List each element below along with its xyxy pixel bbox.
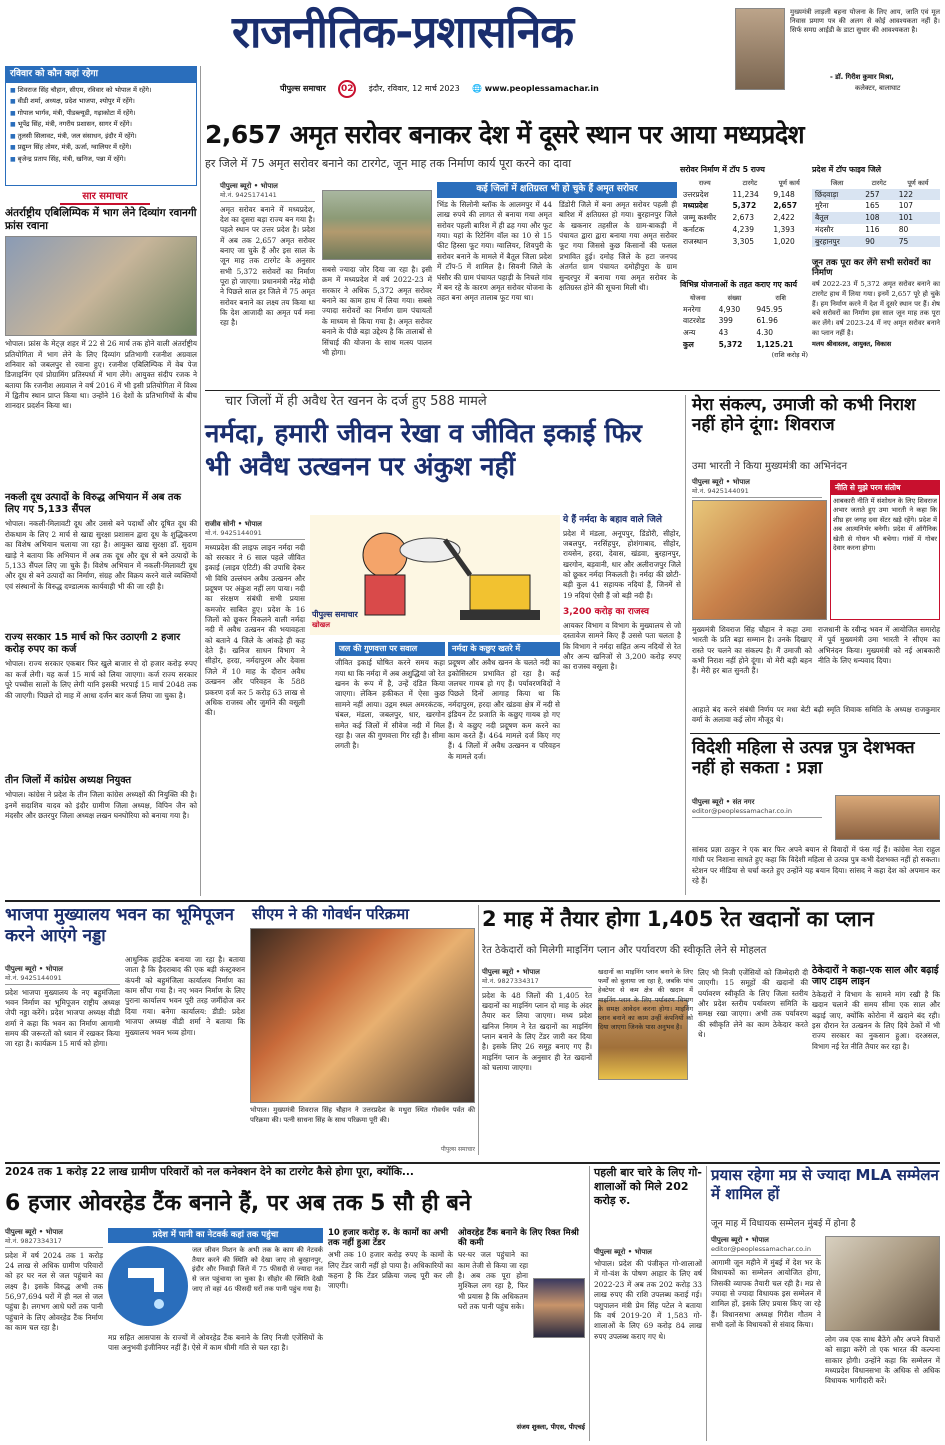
narmada-col-2 [335,642,445,902]
shivraj-body-2: राजधानी के रवीन्द्र भवन में आयोजित समारोह में पूर्व मुख्यमंत्री उमा भारती ने सीएम का अभिनंदन किया। मुख्यमंत्री को नई आबकारी नीति के लिए धन्यवाद दिया। [818,625,940,666]
story-body: मध्यप्रदेश की लाइफ लाइन नर्मदा नदी को सरकार ने 6 साल पहले जीवित इकाई (लाइव एंटिटी) की उपाधि देकर भी विधि उल्लंघन अवैध उत्खनन और प्रदूषण पर अंकुश नहीं लग पाया। नदी का संरक्षण संबंधी सभी प्रयास कमजोर साबित हुए। प्रदेश के 16 जिलों को छूकर निकलने वाली नर्मदा नदी में अवैध उत्खनन की भयावहता को बताने 4 जिले के आंकड़े ही कह देते हैं। खनिज साधन विभाग ने सीहोर, हरदा, नर्मदापुरम और देवास जिले में 10 माह के दौरान अवैध उत्खनन और परिवहन के 588 प्रकरण दर्ज कर 5 करोड़ 63 लाख से अधिक राजस्व और जुर्माने की वसूली की। [205,542,305,718]
collector-quote-box [735,8,940,96]
table-row: मुरैना 165 107 [815,201,914,211]
photo-caption: संजय शुक्ला, पीएस, पीएचई [516,1423,585,1431]
quote-text: मुख्यमंत्री लाड़ली बहना योजना के लिए आय, जाति एवं मूल निवास प्रमाण पत्र की अलग से कोई आवश्यकता नहीं है। सिर्फ समग्र आईडी के डाटा सुधार की आवश्यकता है। [790,8,940,35]
pragya-body: सांसद प्रज्ञा ठाकुर ने एक बार फिर अपने बयान से विवादों में फंस गई हैं। कांग्रेस नेता राहुल गांधी पर निशाना साधते हुए कहा कि विदेशी महिला से उत्पन्न पुत्र कभी देशभक्त नहीं हो सकता। स्टेशन पर मीडिया से चर्चा करते हुए उन्होंने यह बयान दिया। सांसद ने कहा देश को अपमान कर रहे हैं। [692,845,940,886]
narmada-col-1 [205,520,305,900]
story-body: भोपाल। फ्रांस के मेट्ज़ शहर में 22 से 26 मार्च तक होने वाली अंतर्राष्ट्रीय प्रतियोगिता में भाग लेने के लिए दिव्यांग प्रतिभागी रजनीश अग्रवाल शनिवार को जबलपुर से रवाना हुए। रजनीश एबिलिम्पिक में वेब पेज डिजाइनिंग एवं प्रोग्रामिंग प्रतिस्पर्धा में भाग लेंगे। आयुक्त संदीप रजक ने बताया कि रजनीश अग्रवाल ने वर्ष 2016 में भी इसी प्रतियोगिता में विश्व में द्वितीय स्थान प्राप्त किया था। उन्होंने 16 देशों के प्रतिभागियों के बीच शानदार प्रदर्शन किया था। [5,339,197,411]
lead-col-1 [220,182,315,382]
sunday-list [6,83,196,170]
bjp-col-1 [5,965,120,1165]
byline: पीपुल्स ब्यूरो • भोपाल [692,478,750,486]
shivraj-uma-photo [692,500,827,620]
list-item: ■ वीडी शर्मा, अध्यक्ष, प्रदेश भाजपा, श्योपुर में रहेंगे। [10,97,192,106]
water-kicker: 2024 तक 1 करोड़ 22 लाख ग्रामीण परिवारों को नल कनेक्शन देने का टारगेट कैसे होगा पूरा, क्योंकि... [5,1166,414,1178]
collector-photo [735,8,785,90]
table-title: विभिन्न योजनाओं के तहत कराए गए कार्य [680,280,797,289]
schemes-table [680,280,808,395]
lead-subhead: हर जिले में 75 अमृत सरोवर बनाने का टारगेट, जून माह तक निर्माण कार्य पूरा करने का दावा [205,157,572,170]
list-item: ■ गोपाल भार्गव, मंत्री, पीडब्ल्यूडी, गढ़ाकोटा में रहेंगे। [10,109,192,118]
water-col-3 [328,1228,453,1440]
table-row: वाटरशेड 399 61.96 [683,316,778,326]
byline-mobile: मो.नं. 9425144091 [205,529,305,539]
sidebar-title: नीति से मुझे परम संतोष [831,481,939,495]
narmada-headline: नर्मदा, हमारी जीवन रेखा व जीवित इकाई फिर भी अवैध उत्खनन पर अंकुश नहीं [205,419,642,482]
sunday-schedule-box [5,66,197,186]
water-col-1 [5,1228,103,1440]
table-row: बुरहानपुर 90 75 [812,236,940,248]
shivraj-body-1: मुख्यमंत्री शिवराज सिंह चौहान ने कहा उमा भारती के प्रति बड़ा सम्मान है। उनके दिखाए रास्ते पर चलने का संकल्प है। मैं उमाजी को कभी निराश नहीं होने दूंगा। वो मेरी बड़ी बहन हैं। मेरी हर बात सुनती हैं। [692,625,812,676]
box-body: जल जीवन मिशन के अभी तक के काम की नेटवर्क तैयार करने की स्थिति को देखा जाए तो बुरहानपुर, इंदौर और निवाड़ी जिले में 75 फीसदी से ज्यादा नल से जल पहुंचाया जा चुका है। सीहोर की स्थिति देखी जाए तो वहां 46 फीसदी घरों तक पानी पहुंच गया है। [192,1246,323,1293]
reservoir-photo [322,190,432,260]
box-body-2: मप्र सहित आसपास के राज्यों में ओवरहेड टैंक बनाने के लिए निजी एजेंसियों के पास अनुभवी इंजीनियर नहीं हैं। ऐसे में काम धीमी गति से चल रहा है। [108,1333,323,1353]
cartoon [310,515,560,635]
byline-mobile: मो.नं. 9827334317 [5,1237,103,1247]
lead-col-3 [437,182,677,382]
table-row: कुल 5,372 1,125.21 [683,339,794,349]
table-header-row: जिला टारगेट पूर्ण कार्य [830,179,929,188]
sand-subhead: रेत ठेकेदारों को मिलेगी माइनिंग प्लान और पर्यावरण की स्वीकृति लेने से मोहलत [482,945,767,956]
byline: पीपुल्स ब्यूरो • भोपाल [711,1236,769,1244]
top5-states-table [680,165,808,280]
box-title: प्रदेश में पानी का नेटवर्क कहां तक पहुंचा [108,1228,323,1243]
byline: पीपुल्स ब्यूरो • भोपाल [594,1248,652,1256]
table-row: मध्यप्रदेश 5,372 2,657 [683,201,798,211]
june-target-box [812,258,940,383]
lead-col-2: सबसे ज्यादा जोर दिया जा रहा है। इसी क्रम में मध्यप्रदेश में वर्ष 2022-23 में सरकार ने अधिक 5,372 अमृत सरोवर बनाने का काम हाथ में लिया गया। सबसे ज्यादा सरोवरों का निर्माण ग्राम पंचायतों के माध्यम से किया गया है। अमृत सरोवर बनाने के पीछे बड़ा उद्देश्य है कि तालाबों से सिंचाई की योजना के साथ मत्स्य पालन भी होगा। [322,265,432,357]
story-body: भोपाल। नकली-मिलावटी दूध और उससे बने पदार्थों और दूषित दूध की रोकथाम के लिए 2 मार्च से खाद्य सुरक्षा प्रशासन द्वारा दूध के शुद्धिकरण का विशेष अभियान चलाया जा रहा है। आयुक्त खाद्य सुरक्षा डॉ. सुदाम खाड़े ने बताया कि अभियान में अब तक दूध और दूध से बने उत्पादों के 5,133 सैंपल लिए जा चुके हैं। विशेष अभियान में नकली-मिलावटी दूध और दूध से बने उत्पादों का निर्माण, संग्रह और विक्रय करने वाले व्यक्तियों एवं संस्थानों के विरुद्ध दण्डात्मक कार्यवाही भी की जा रही है। [5,519,197,591]
mla-body-2: लोग जब एक साथ बैठेंगे और अपने विचारों को साझा करेंगे तो एक भारत की कल्पना साकार होगी। उन्होंने कहा कि सम्मेलन में मध्यप्रदेश विधानसभा के अधिक से अधिक विधायक भागीदारी करें। [825,1335,940,1386]
story-body: आयकर विभाग व विभाग के मुख्यालय से जो दस्तावेज सामने किए हैं उससे पता चलता है कि विभाग ने नर्मदा सहित अन्य नदियों से रेत और अन्य खनिजों से 3,200 करोड़ रुपए का राजस्व वसूला है। [563,620,681,672]
table-row: अन्य 43 4.30 [683,328,774,338]
byline: पीपुल्स ब्यूरो • संत नगर [692,798,755,806]
subsection-head: नर्मदा के कछुए खतरे में [448,642,560,656]
byline-mobile: मो.नं. 9827334317 [482,977,592,987]
subsection-head: जल की गुणवत्ता पर सवाल [335,642,445,656]
narmada-kicker: चार जिलों में ही अवैध रेत खनन के दर्ज हुए 588 मामले [225,394,487,409]
byline-mobile: editor@peoplessamachar.co.in [692,807,822,817]
narmada-col-4 [563,515,681,900]
story-body: प्रदेश भाजपा मुख्यालय के नए बहुमंजिला भवन निर्माण का भूमिपूजन राष्ट्रीय अध्यक्ष जेपी नड्डा करेंगे। प्रदेश भाजपा अध्यक्ष वीडी शर्मा ने कहा कि भवन का निर्माण आगामी समय की जरूरतों को ध्यान में रखकर किया जा रहा है। कार्यक्रम 15 मार्च को होगा। [5,987,120,1049]
story-body: अभी तक 10 हजार करोड़ रुपए के कामों के लिए टेंडर जारी नहीं हो पाया है। अधिकारियों का कहना है कि टेंडर प्रक्रिया जल्द पूरी कर ली जाएगी। [328,1250,453,1291]
mla-body: आगामी जून महीने में मुंबई में देश भर के विधायकों का सम्मेलन आयोजित होगा, जिसकी व्यापक तैयारी चल रही है। मप्र से ज्यादा से ज्यादा विधायक इस सम्मेलन में शामिल हों, इसके लिए प्रयास किए जा रहे हैं। विधानसभा अध्यक्ष गिरीश गौतम ने सभी दलों के विधायकों से संवाद किया। [711,1258,821,1330]
mla-meeting-photo [825,1236,940,1331]
water-col-4 [458,1228,585,1440]
story-body: भोपाल। राज्य सरकार एकबार फिर खुले बाजार से दो हजार करोड़ रुपए का कर्ज लेगी। यह कर्ज 15 मार्च को लिया जाएगा। कर्ज राज्य सरकार पूरे पच्चीस सालों के लिए लेगी यानि इसकी भरपाई 15 मार्च 2048 तक की जाएगी। पिछले दो माह में आधा दर्जन बार कर्ज लिया जा चुका है। [5,659,197,700]
shivraj-byline [692,478,822,501]
saar-story-3 [5,632,197,767]
cartoon-label: पीपुल्स समाचार [312,610,358,619]
story-body: भिंड के सिलोनी ब्लॉक के आलमपुर में 44 लाख रुपये की लागत से बनाया गया अमृत सरोवर पहली बारिश में ही ढह गया और फूट गया। यहां के रिटेनिंग वॉल का 10 से 15 फीट हिस्सा फूट गया। ग्वालियर, शिवपुरी के सरोवर बनाने के मामले में बैतूल जिला प्रदेश में टॉप-5 में शामिल है। सिवनी जिले के घंसौर की ग्राम पंचायत पहाड़ी के निचले गांव में बन रहे के कारण अमृत सरोवर योजना के तहत बना अमृत तालाब फूट गया था। [437,200,552,303]
dateline: इंदौर, रविवार, 12 मार्च 2023 [368,84,460,93]
globe-icon: 🌐 [472,84,483,93]
table-row: जम्मू कश्मीर 2,673 2,422 [683,213,795,223]
dateline-bar [280,80,720,96]
sand-col-1 [482,968,592,1158]
contractors-sidebar [812,965,940,1155]
story-body: घर-घर जल पहुंचाने का काम तेजी से किया जा रहा है। अब तक पूरा होना मुश्किल लग रहा है, फिर भी प्रयास है कि अधिकतम घरों तक पानी पहुंच सके। [458,1250,528,1312]
list-item: ■ तुलसी सिलावट, मंत्री, जल संसाधन, इंदौर में रहेंगे। [10,132,192,141]
list-item: ■ बृजेन्द्र प्रताप सिंह, मंत्री, खनिज, पन्ना में रहेंगे। [10,155,192,164]
story-body: प्रदेश के 48 जिलों की 1,405 रेत खदानों का माइनिंग प्लान दो माह के अंदर तैयार कर लिया जाएगा। मध्य प्रदेश खनिज निगम ने रेत खदानों का माइनिंग प्लान बनाने के लिए टेंडर जारी कर दिया है। इसके लिए 26 समूह बनाए गए हैं। माइनिंग प्लान के अनुसार ही रेत खदानों को चलाया जाएगा। [482,990,592,1073]
byline: पीपुल्स ब्यूरो • भोपाल [482,968,540,976]
list-item: ■ भूपेंद्र सिंह, मंत्री, नगरीय प्रशासन, सागर में रहेंगे। [10,120,192,129]
govardhan-photo [250,928,475,1103]
saar-story-2 [5,492,197,632]
mla-headline: प्रयास रहेगा मप्र से ज्यादा MLA सम्मेलन में शामिल हों [711,1166,939,1203]
table-note: (राशि करोड़ में) [771,350,808,359]
quote-role: कलेक्टर, बालाघाट [855,84,901,92]
story-body: भोपाल। कांग्रेस ने प्रदेश के तीन जिला कांग्रेस अध्यक्षों की नियुक्ति की है। इनमें सदाशिव यादव को इंदौर ग्रामीण जिला अध्यक्ष, विपिन जैन को मंदसौर और छतरपुर जिला अध्यक्ष लखन घनघोरिया को बनाया गया है। [5,790,197,820]
saar-story-4 [5,775,197,890]
subsection-head: 10 हजार करोड़ रु. के कामों का अभी तक नहीं हुआ टेंडर [328,1228,449,1249]
table-header-row: योजना संख्या राशि [690,294,786,303]
top5-districts-table [812,165,940,255]
water-headline: 6 हजार ओवरहेड टैंक बनाने हैं, पर अब तक 5 सौ ही बने [5,1191,472,1216]
damaged-reservoirs-box: कई जिलों में क्षतिग्रस्त भी हो चुके हैं अमृत सरोवर [437,182,677,198]
page-title: राजनीतिक-प्रशासनिक [232,7,574,58]
box-body: वर्ष 2022-23 में 5,372 अमृत सरोवर बनाने का टारगेट हाथ में लिया गया। इनमें 2,657 पूरे हो चुके हैं। हम निर्माण करने में देश में दूसरे स्थान पर हैं। शेष बचे सरोवरों का निर्माण इस साल जून माह तक पूरा कर लेंगे। वर्ष 2023-24 में नए अमृत सरोवर बनाने का प्लान नहीं है। [812,280,940,337]
box-credit: मलय श्रीवास्तव, आयुक्त, विकास [812,340,892,349]
story-headline: नकली दूध उत्पादों के विरुद्ध अभियान में अब तक लिए गए 5,133 सैंपल [5,492,182,516]
box-headline: जून तक पूरा कर लेंगे सभी सरोवरों का निर्माण [812,258,931,279]
byline-mobile: मो.नं. 9425144091 [692,487,822,497]
byline-mobile: मो.नं. 9425174141 [220,191,315,201]
mla-byline [711,1236,821,1259]
byline-mobile: मो.नं. 9425144091 [5,974,120,984]
pragya-byline [692,798,822,821]
quote-author: - डॉ. गिरीश कुमार मिश्रा, [830,73,894,81]
lead-headline: 2,657 अमृत सरोवर बनाकर देश में दूसरे स्थान पर आया मध्यप्रदेश [205,120,805,149]
shivraj-body-3: आहाते बंद करने संबंधी निर्णय पर मधा बेटी बढ़ी स्मृति शिवाक समिति के अध्यक्ष राजकुमार वर्मा के अलावा कई लोग मौजूद थे। [692,705,940,725]
sidebar-body: ठेकेदारों ने विभाग के सामने मांग रखी है कि खदान चलाने की समय सीमा एक साल और बढ़ाई जाए, क्योंकि कोरोना में खदाने बंद रही। इस दौरान रेत उत्खनन के लिए दिये ठेकों में भी राज्य सरकार का नुकसान हुआ। दरअसल, विभाग नई रेत नीति तैयार कर रहा है। [812,989,940,1051]
story-body: डिंडोरी जिले में बना अमृत सरोवर पहली ही बारिश में क्षतिग्रस्त हो गया। बुरहानपुर जिले के खकनार तहसील के ग्राम-बाकड़ी में पंचायत द्वारा द्वारा बनाया गया अमृत सरोवर फूट गया जिससे कुछ किसानों की फसल प्रभावित हुई। दमोह जिले के हटा जनपद अंतर्गत ग्राम पंचायत दमोहीपुरा के ग्राम सुन्दरपुर में बनाया गया अमृत सरोवर के क्षतिग्रस्त होने की सूचना मिली थी। [559,200,677,292]
table-row: कर्नाटक 4,239 1,393 [683,224,795,234]
story-body: प्रदूषण और अवैध खनन के चलते नदी का इकोसिस्टम प्रभावित हो रहा है। कई जलचर गायब हो गए हैं। पर्यावरणविदों ने पिछले दिनों आगाह किया था कि नर्मदापुरम, हरदा और खंडवा क्षेत्र में नदी से इंडियन टेंट प्रजाति के कछुए गायब हो गए हैं। ये कछुए नदी प्रदूषण कम करने का काम करते हैं। 464 मामले दर्ज किए गए हैं। 4 जिलों में अवैध उत्खनन व परिवहन के मामले दर्ज। [448,658,560,761]
sand-col-3: लिए भी निजी एजेंसियों को जिम्मेदारी दी जाएगी। 15 समूहों की खदानों की पर्यावरण स्वीकृति के लिए जिला स्तरीय और प्रदेश स्तरीय पर्यावरण समिति के समक्ष रखा जाएगा। अभी तक पर्यावरण की स्वीकृति लेने का काम ठेकेदार करते थे। [698,968,808,1040]
byline: पीपुल्स ब्यूरो • भोपाल [220,182,278,190]
cowshed-body [594,1248,702,1440]
sand-col-2: खदानों का माइनिंग प्लान बनाने के लिए फर्मों को बुलाया जा रहा है, जबकि पांच हेक्टेयर से कम क्षेत्र की खदान में माइनिंग प्लान के लिए पर्यावरण विभाग के समक्ष आवेदन करना होगा। माइनिंग प्लान बनाने का काम उन्हीं कंपनियों को दिया जाएगा जिनके पास अनुभव है। [598,968,693,1032]
pragya-headline: विदेशी महिला से उत्पन्न पुत्र देशभक्त नहीं हो सकता : प्रज्ञा [692,738,915,779]
website-link[interactable]: www.peoplessamachar.in [484,84,599,93]
table-header-row: राज्य टारगेट पूर्ण कार्य [698,179,800,188]
bjp-col-2: आधुनिक हाईटेक बनाया जा रहा है। बताया जाता है कि हैदराबाद की एक बड़ी कंस्ट्रक्शन कंपनी को बहुमंजिला कार्यालय निर्माण का काम सौंपा गया है। नए भवन निर्माण के लिए पुराना कार्यालय भवन पूरी तरह जमींदोज कर दिया गया। बनेगा कार्यालय: डीडी: प्रदेश भाजपा अध्यक्ष वीडी शर्मा ने बताया कि मुख्यालय भवन भव्य होगा। [125,955,245,1037]
list-item: ■ प्रद्युम्न सिंह तोमर, मंत्री, ऊर्जा, ग्वालियर में रहेंगे। [10,143,192,152]
water-network-box [108,1228,323,1440]
list-item: ■ शिवराज सिंह चौहान, सीएम, रविवार को भोपाल में रहेंगे। [10,86,192,95]
page-number: 02 [338,80,356,98]
sunday-box-title: रविवार को कौन कहां रहेगा [6,67,196,83]
table-title: प्रदेश में टॉप फाइव जिले [812,165,882,174]
cartoon-tag: खोखल [312,621,331,629]
data-table [680,178,808,247]
sand-headline: 2 माह में तैयार होगा 1,405 रेत खदानों का प्लान [482,907,874,931]
byline: पीपुल्स ब्यूरो • भोपाल [5,965,63,973]
group-photo [5,236,197,336]
subsection-head: ये हैं नर्मदा के बहाव वाले जिले [563,515,662,525]
byline-mobile: editor@peoplessamachar.co.in [711,1245,821,1255]
table-row: मंदसौर 116 80 [815,224,909,234]
table-row: उत्तरप्रदेश 11,234 9,148 [683,189,795,199]
table-row: छिंदवाड़ा 257 122 [812,189,940,201]
story-headline: राज्य सरकार 15 मार्च को फिर उठाएगी 2 हजार करोड़ रुपए का कर्ज [5,632,181,656]
data-table [680,293,808,350]
table-row: बैतूल 108 101 [812,212,940,224]
saar-label: सार समाचार [60,190,150,205]
sidebar-head: ठेकेदारों ने कहा-एक साल और बढ़ाई जाए टाइम लाइन [812,965,939,988]
subsection-head: ओवरहेड टैंक बनाने के लिए रिक्त मिश्री की कमी [458,1228,579,1249]
govardhan-headline: सीएम ने की गोवर्धन परिक्रमा [252,905,410,923]
govardhan-caption: भोपाल। मुख्यमंत्री शिवराज सिंह चौहान ने उत्तरप्रदेश के मथुरा स्थित गोवर्धन पर्वत की परिक्रमा की। पत्नी साधना सिंह के साथ परिक्रमा पूरी की। [250,1106,475,1124]
story-body: जीवित इकाई घोषित करने समय कहा गया था कि नर्मदा में अब अशुद्धियां जो रेत खनन के रूप में है, उन्हें दंडित किया जाएगा। लेकिन हकीकत में ऐसा कुछ सामने नहीं आया। उद्गम स्थल अमरकंटक, चंबल, मंडला, जबलपुर, धार, खरगोन समेत कई जिलों में सीवेज नदी में मिल रहा है। जल की गुणवत्ता गिर रही है। सीमा लगती है। [335,658,445,751]
story-body: अमृत सरोवर बनाने में मध्यप्रदेश, देश का दूसरा बड़ा राज्य बन गया है। पहले स्थान पर उत्तर प्रदेश है। प्रदेश में अब तक 2,657 अमृत सरोवर बनाए जा चुके हैं और इस साल के जून माह तक टारगेट के अनुसार सभी 5,372 सरोवरों का निर्माण पूरा हो जाएगा। प्रधानमंत्री नरेंद्र मोदी ने पिछले साल हर जिले में 75 अमृत सरोवर बनाने का लक्ष्य तय किया था कि देश आजादी का अमृत पर्व मना रहा है। [220,204,316,328]
byline: राजीव सोनी • भोपाल [205,520,262,528]
official-photo [533,1278,585,1338]
paper-name: पीपुल्स समाचार [280,84,326,93]
table-row: राजस्थान 3,305 1,020 [683,236,795,246]
data-table [812,178,940,247]
story-body: प्रदेश में वर्ष 2024 तक 1 करोड़ 24 लाख से अधिक ग्रामीण परिवारों को हर घर नल से जल पहुंचाने का लक्ष्य है। इसके विरुद्ध अभी तक 56,97,694 घरों में ही नल से जल पहुंचा है। लगभग आधे घरों तक पानी पहुंचाने के लिए ओवरहेड टैंक निर्माण का काम चल रहा है। [5,1250,103,1333]
shivraj-headline: मेरा संकल्प, उमाजी को कभी निराश नहीं होने दूंगा: शिवराज [692,395,916,436]
shivraj-subhead: उमा भारती ने किया मुख्यमंत्री का अभिनंदन [692,461,847,472]
narmada-col-3 [448,642,560,902]
revenue-head: 3,200 करोड़ का राजस्व [563,607,650,618]
story-headline: अंतर्राष्ट्रीय एबिलिम्पिक में भाग लेने दिव्यांग रवानगी फ्रांस रवाना [5,207,197,233]
story-headline: तीन जिलों में कांग्रेस अध्यक्ष नियुक्त [5,775,132,786]
water-tap-icon [108,1246,188,1326]
cowshed-headline: पहली बार चारे के लिए गो-शालाओं को मिले 202 करोड़ रु. [594,1166,702,1207]
pragya-photo [835,795,940,840]
policy-sidebar [830,480,940,620]
table-row: मनरेगा 4,930 945.95 [683,304,783,314]
mla-subhead: जून माह में विधायक सम्मेलन मुंबई में होना है [711,1219,856,1229]
saar-story-1 [5,207,197,477]
govardhan-credit: पीपुल्स समाचार [440,1146,475,1153]
sidebar-body: आबकारी नीति में संशोधन के लिए शिवराज अभार जताते हुए उमा भारती ने कहा कि शीघ्र हर जगह दवा सेंटर खड़े रहेंगे। प्रदेश में अब आत्मनिर्भर बनेगी। प्रदेश में ऑगैनिक खेती से गोधन भी बचेगा। गांवों में गोबर देवार करना होगा। [833,496,937,553]
byline: पीपुल्स ब्यूरो • भोपाल [5,1228,63,1236]
story-body: प्रदेश में मंडला, अनूपपुर, डिंडोरी, सीहोर, जबलपुर, नरसिंहपुर, होशंगाबाद, सीहोर, रायसेन, हरदा, देवास, खंडवा, बुरहानपुर, खरगोन, बड़वानी, धार और अलीराजपुर जिले को छूकर नर्मदा निकलती है। नर्मदा की छोटी-बड़ी कुल 41 सहायक नदियां हैं, जिनमें से 19 नदियां ऐसी हैं जो बड़ी नदी हैं। [563,528,681,600]
table-title: सरोवर निर्माण में टॉप 5 राज्य [680,165,765,174]
bjp-headline: भाजपा मुख्यालय भवन का भूमिपूजन करने आएंगे नड्डा [5,905,234,947]
story-body: भोपाल। प्रदेश की पंजीकृत गो-शालाओं में गो-वंश के पोषण आहार के लिए वर्ष 2022-23 में अब तक 202 करोड़ 33 लाख रुपए की राशि उपलब्ध कराई गई। पशुपालन मंत्री प्रेम सिंह पटेल ने बताया कि वर्ष 2019-20 में 1,583 गो-शालाओं के लिए 69 करोड़ 84 लाख रुपए उपलब्ध कराए गए थे। [594,1259,702,1341]
